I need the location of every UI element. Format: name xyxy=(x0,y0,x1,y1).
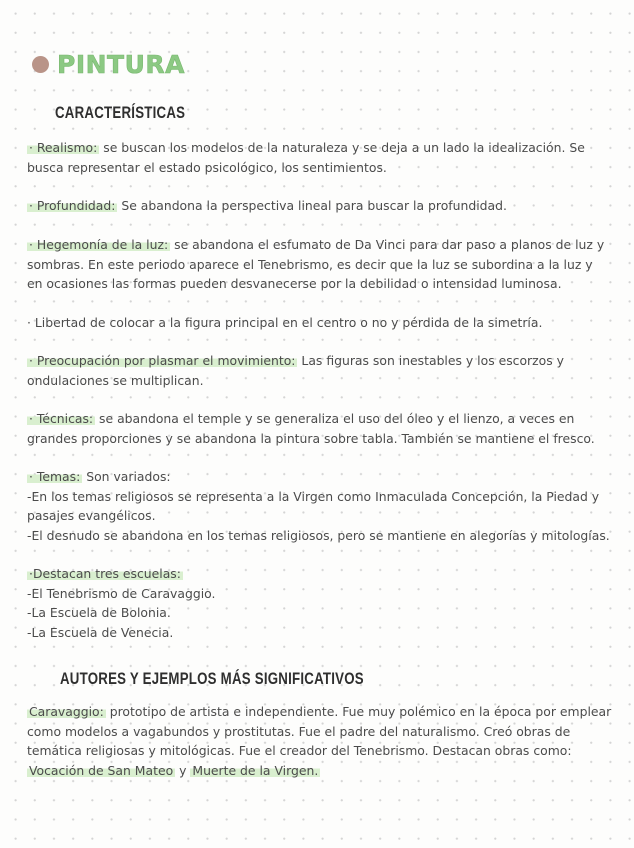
point-text: sombras. En este periodo aparece el Tenebrismo, es decir que la luz se subordina a la luz y xyxy=(27,256,593,272)
highlight-label: Caravaggio: xyxy=(29,704,104,719)
point-preocupacion xyxy=(27,351,607,390)
point-text: · Libertad de colocar a la figura principal en el centro o no y pérdida de la simetría. xyxy=(27,315,543,330)
highlight-label: · Realismo: xyxy=(29,140,98,155)
highlight-label: · Temas: xyxy=(29,469,81,484)
connector-text: y xyxy=(175,762,191,778)
point-text: -En los temas religiosos se representa a la Virgen como Inmaculada Concepción, la Piedad y xyxy=(27,488,600,504)
point-tecnicas xyxy=(27,409,607,448)
point-text: grandes proporciones y se abandona la pintura sobre tabla. También se mantiene el fresco. xyxy=(27,430,595,446)
list-item: -La Escuela de Bolonia. xyxy=(27,605,171,620)
point-text: Se abandona la perspectiva lineal para buscar la profundidad. xyxy=(117,198,507,213)
point-text: en ocasiones las formas pueden desvanecerse por la debilidad o intensidad luminosa. xyxy=(27,276,562,291)
point-text: -El desnudo se abandona en los temas religiosos, pero se mantiene en alegorías y mitologías. xyxy=(27,527,610,543)
point-text: temática religiosas y mitológicas. Fue el creador del Tenebrismo. Destacan obras como: xyxy=(27,743,572,758)
bullet-dot-icon xyxy=(32,56,49,73)
point-text: prototipo de artista e independiente. Fue muy polémico en la época por emplear xyxy=(105,704,612,719)
point-text: ondulaciones se multiplican. xyxy=(27,372,204,388)
point-text: Son variados: xyxy=(82,469,171,484)
point-escuelas xyxy=(27,564,607,642)
point-hegemonia xyxy=(27,235,607,294)
point-text: se abandona el esfumato de Da Vinci para dar paso a planos de luz y xyxy=(170,237,605,252)
highlight-label: · Técnicas: xyxy=(29,411,94,426)
list-item: -El Tenebrismo de Caravaggio. xyxy=(27,585,216,601)
point-text: como modelos a vagabundos y prostitutas. Fue el padre del naturalismo. Creó obras de xyxy=(27,723,571,739)
highlight-label: · Preocupación por plasmar el movimiento: xyxy=(29,353,296,368)
title-row xyxy=(32,50,185,79)
highlight-label: ·Destacan tres escuelas: xyxy=(29,566,181,581)
highlight-label: · Hegemonía de la luz: xyxy=(29,237,169,252)
point-text: se buscan los modelos de la naturaleza y se deja a un lado la idealización. Se xyxy=(99,140,585,155)
heading-caracteristicas: CARACTERÍSTICAS xyxy=(55,103,186,122)
point-temas xyxy=(27,467,610,545)
page-title: PINTURA xyxy=(57,50,185,79)
point-text: pasajes evangélicos. xyxy=(27,508,156,523)
autores-caravaggio xyxy=(27,702,612,780)
heading-autores: AUTORES Y EJEMPLOS MÁS SIGNIFICATIVOS xyxy=(60,669,364,688)
point-text: se abandona el temple y se generaliza el uso del óleo y el lienzo, a veces en xyxy=(95,411,575,426)
point-text: Las figuras son inestables y los escorzos y xyxy=(297,353,564,368)
list-item: -La Escuela de Venecia. xyxy=(27,624,174,640)
highlight-obra: Vocación de San Mateo xyxy=(29,762,174,778)
highlight-obra: Muerte de la Virgen. xyxy=(192,762,319,778)
point-realismo xyxy=(27,138,607,177)
point-profundidad xyxy=(27,196,607,216)
point-text: busca representar el estado psicológico, los sentimientos. xyxy=(27,159,387,175)
point-libertad xyxy=(27,313,607,333)
highlight-label: · Profundidad: xyxy=(29,198,116,213)
